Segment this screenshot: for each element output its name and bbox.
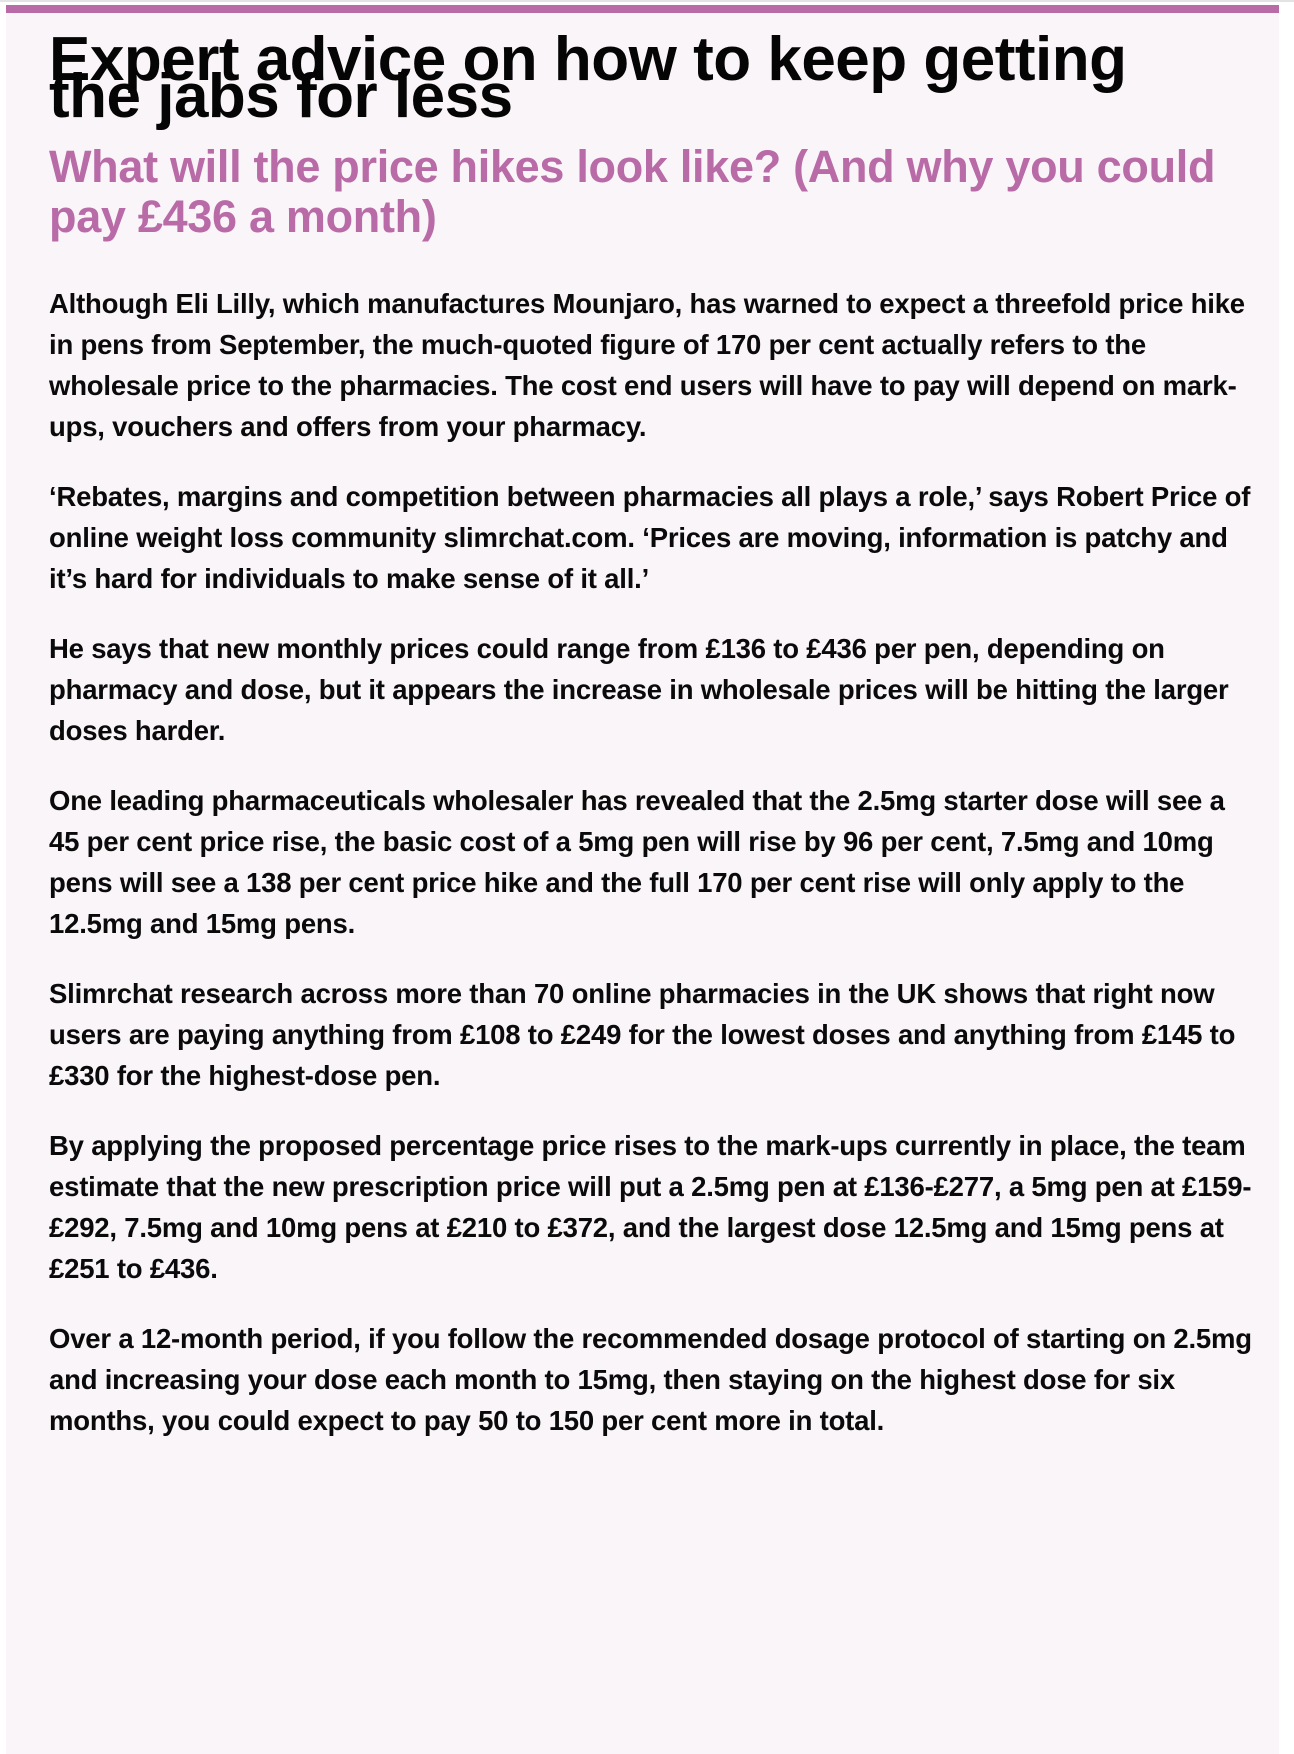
top-divider-line	[0, 0, 1294, 2]
article-page	[6, 5, 1279, 1754]
accent-bar	[6, 5, 1279, 13]
article-body	[49, 283, 1254, 1470]
paragraph-estimated-prescription-prices: By applying the proposed percentage price rises to the mark-ups currently in place, the team estimate that the new prescription price will put a 2.5mg pen at £136-£277, a 5mg pen at £159-£292, 7.5mg and 10mg pens at £210 to £372, and the largest dose 12.5mg and 15mg pens at £251 to £436.	[49, 1130, 1252, 1284]
article-headline: Expert advice on how to keep getting the jabs for less	[49, 25, 1127, 131]
paragraph-eli-lilly-price-hike: Although Eli Lilly, which manufactures Mounjaro, has warned to expect a threefold price hike in pens from September, the much-quoted figure of 170 per cent actually refers to the wholesale price to the pharmacies. The cost end users will have to pay will depend on mark-ups, vouchers and offers from your pharmacy.	[49, 288, 1245, 442]
paragraph-robert-price-quote: ‘Rebates, margins and competition between pharmacies all plays a role,’ says Robert Price of online weight loss community slimrchat.com. ‘Prices are moving, information is patchy and it’s hard for individuals to make sense of it all.’	[49, 481, 1251, 594]
article-subheadline: What will the price hikes look like? (And why you could pay £436 a month)	[49, 141, 1216, 242]
paragraph-monthly-price-range: He says that new monthly prices could range from £136 to £436 per pen, depending on pharmacy and dose, but it appears the increase in wholesale prices will be hitting the larger doses harder.	[49, 633, 1229, 746]
paragraph-slimrchat-research: Slimrchat research across more than 70 online pharmacies in the UK shows that right now users are paying anything from £108 to £249 for the lowest doses and anything from £145 to £330 for the highest-dose pen.	[49, 978, 1236, 1091]
paragraph-twelve-month-cost: Over a 12-month period, if you follow the recommended dosage protocol of starting on 2.5mg and increasing your dose each month to 15mg, then staying on the highest dose for six months, you could expect to pay 50 to 150 per cent more in total.	[49, 1323, 1252, 1436]
paragraph-wholesaler-dose-rises: One leading pharmaceuticals wholesaler has revealed that the 2.5mg starter dose will see a 45 per cent price rise, the basic cost of a 5mg pen will rise by 96 per cent, 7.5mg and 10mg pens will see a 138 per cent price hike and the full 170 per cent rise will only apply to the 12.5mg and 15mg pens.	[49, 785, 1225, 939]
